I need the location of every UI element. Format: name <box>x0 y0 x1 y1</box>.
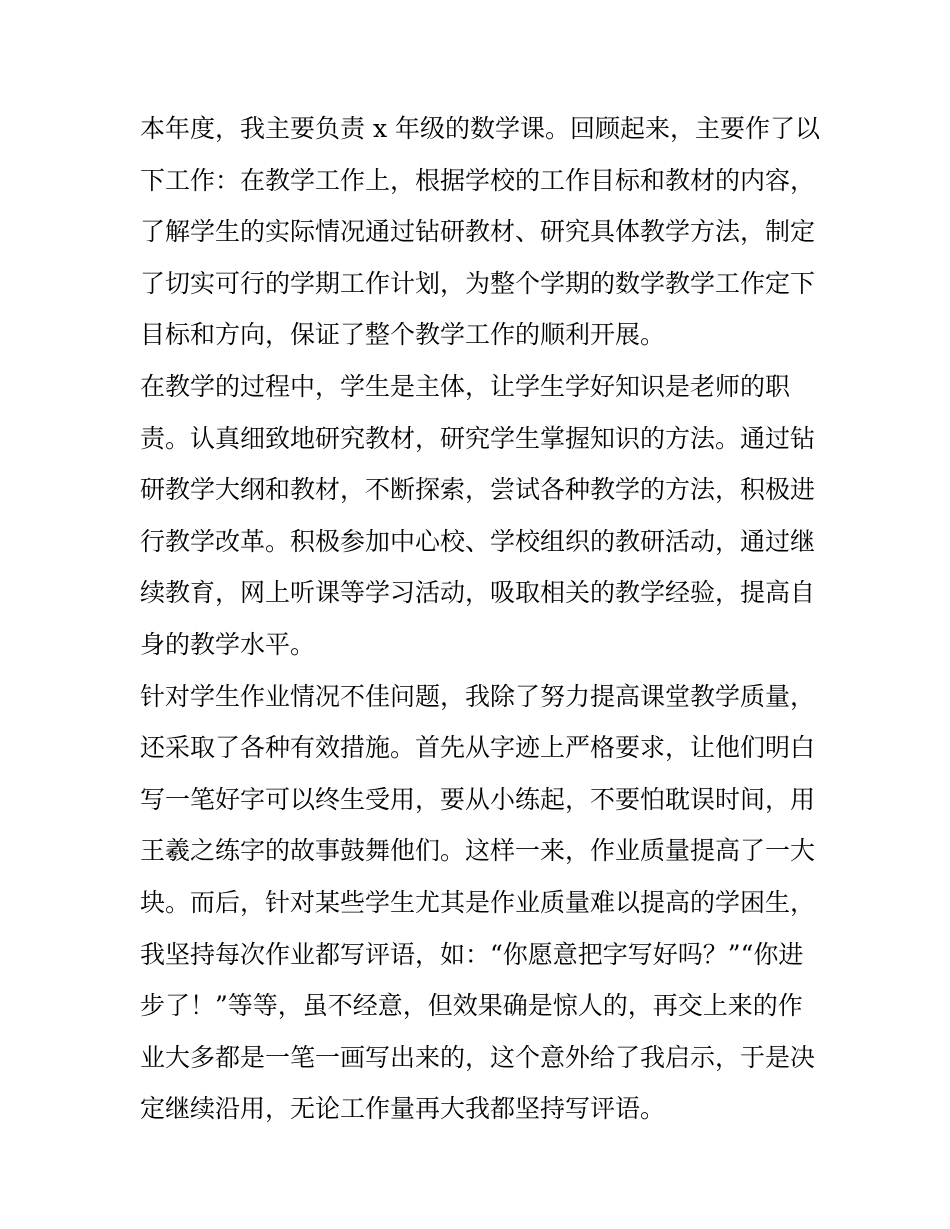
paragraph-3 <box>140 671 815 1135</box>
text-line: 下工作：在教学工作上，根据学校的工作目标和教材的内容， <box>140 165 816 195</box>
text-line: 还采取了各种有效措施。首先从字迹上严格要求，让他们明白 <box>140 733 816 763</box>
text-line: 了切实可行的学期工作计划，为整个学期的数学教学工作定下 <box>140 268 816 298</box>
text-line: 本年度，我主要负责 x 年级的数学课。回顾起来，主要作了以 <box>140 114 820 143</box>
text-line: 研教学大纲和教材，不断探索，尝试各种教学的方法，积极进 <box>140 475 816 505</box>
text-line: 我坚持每次作业都写评语，如：“你愿意把字写好吗？”“你进 <box>140 939 804 969</box>
text-line: 了解学生的实际情况通过钻研教材、研究具体教学方法，制定 <box>140 217 816 247</box>
text-line: 步了！”等等，虽不经意，但效果确是惊人的，再交上来的作 <box>140 991 803 1021</box>
text-line: 针对学生作业情况不佳问题，我除了努力提高课堂教学质量， <box>140 681 816 711</box>
text-line: 目标和方向，保证了整个教学工作的顺利开展。 <box>140 320 666 350</box>
text-line: 块。而后，针对某些学生尤其是作业质量难以提高的学困生， <box>140 887 816 917</box>
text-line: 身的教学水平。 <box>140 629 316 659</box>
text-line: 在教学的过程中，学生是主体，让学生学好知识是老师的职 <box>140 371 791 401</box>
paragraph-2 <box>140 361 815 671</box>
text-line: 定继续沿用，无论工作量再大我都坚持写评语。 <box>140 1094 666 1124</box>
text-line: 行教学改革。积极参加中心校、学校组织的教研活动，通过继 <box>140 526 816 556</box>
document-body <box>140 103 820 1135</box>
paragraph-1 <box>140 103 820 361</box>
text-line: 业大多都是一笔一画写出来的，这个意外给了我启示，于是决 <box>140 1042 816 1072</box>
text-line: 责。认真细致地研究教材，研究学生掌握知识的方法。通过钻 <box>140 423 816 453</box>
text-line: 写一笔好字可以终生受用，要从小练起，不要怕耽误时间，用 <box>140 784 816 814</box>
text-line: 王羲之练字的故事鼓舞他们。这样一来，作业质量提高了一大 <box>140 836 816 866</box>
text-line: 续教育，网上听课等学习活动，吸取相关的教学经验，提高自 <box>140 578 816 608</box>
